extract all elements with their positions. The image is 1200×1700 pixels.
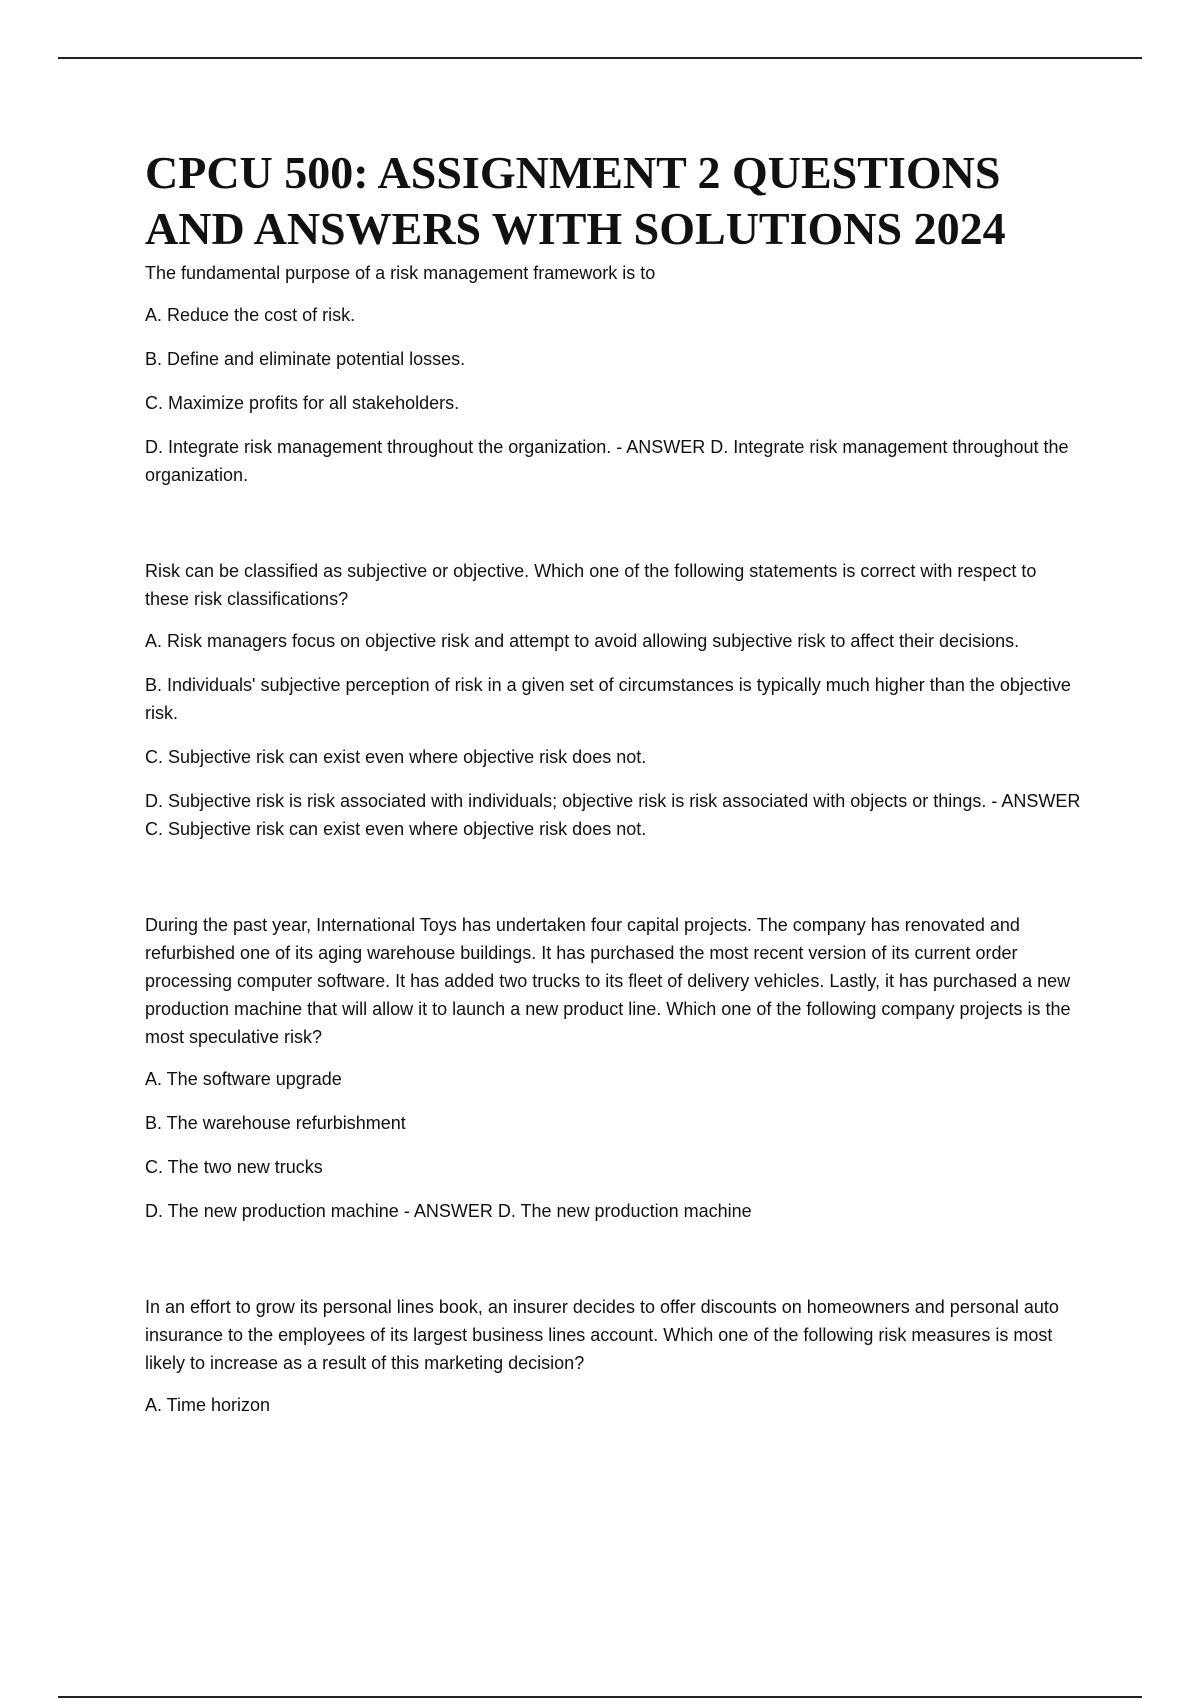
option-c: C. Subjective risk can exist even where objective risk does not.	[145, 747, 647, 767]
option-d-with-answer: D. Subjective risk is risk associated with individuals; objective risk is risk associated with objects or things. - ANSWER C. Subjective risk can exist even where objective risk does not.	[145, 791, 1081, 839]
document-title-line-2: AND ANSWERS WITH SOLUTIONS 2024	[145, 203, 1006, 254]
question-text: The fundamental purpose of a risk management framework is to	[145, 263, 656, 283]
document-body	[145, 145, 1085, 1435]
option-c: C. Maximize profits for all stakeholders.	[145, 393, 460, 413]
question-text: During the past year, International Toys has undertaken four capital projects. The company has renovated and refurbished one of its aging warehouse buildings. It has purchased the most recent version of its current order processing computer software. It has added two trucks to its fleet of delivery vehicles. Lastly, it has purchased a new production machine that will allow it to launch a new product line. Which one of the following company projects is the most speculative risk?	[145, 915, 1071, 1047]
option-b: B. Individuals' subjective perception of risk in a given set of circumstances is typically much higher than the objective risk.	[145, 675, 1071, 723]
question-2	[145, 557, 1085, 843]
option-a: A. Time horizon	[145, 1395, 271, 1415]
question-text: Risk can be classified as subjective or objective. Which one of the following statements is correct with respect to these risk classifications?	[145, 561, 1037, 609]
option-c: C. The two new trucks	[145, 1157, 323, 1177]
header-rule	[58, 57, 1142, 59]
question-spacer	[145, 1241, 1085, 1293]
option-b: B. The warehouse refurbishment	[145, 1113, 406, 1133]
question-3	[145, 911, 1085, 1225]
question-text: In an effort to grow its personal lines book, an insurer decides to offer discounts on homeowners and personal auto insurance to the employees of its largest business lines account. Which one of the following risk measures is most likely to increase as a result of this marketing decision?	[145, 1297, 1059, 1373]
option-d-with-answer: D. Integrate risk management throughout the organization. - ANSWER D. Integrate risk management throughout the organization.	[145, 437, 1069, 485]
document-title-line-1: CPCU 500: ASSIGNMENT 2 QUESTIONS	[145, 147, 1001, 198]
option-b: B. Define and eliminate potential losses.	[145, 349, 466, 369]
footer-rule	[58, 1696, 1142, 1698]
question-1	[145, 259, 1085, 489]
option-a: A. The software upgrade	[145, 1069, 342, 1089]
option-d-with-answer: D. The new production machine - ANSWER D. The new production machine	[145, 1201, 752, 1221]
question-4	[145, 1293, 1085, 1419]
question-spacer	[145, 859, 1085, 911]
document-title	[145, 145, 1085, 257]
question-spacer	[145, 505, 1085, 557]
option-a: A. Risk managers focus on objective risk and attempt to avoid allowing subjective risk to affect their decisions.	[145, 631, 1020, 651]
option-a: A. Reduce the cost of risk.	[145, 305, 356, 325]
